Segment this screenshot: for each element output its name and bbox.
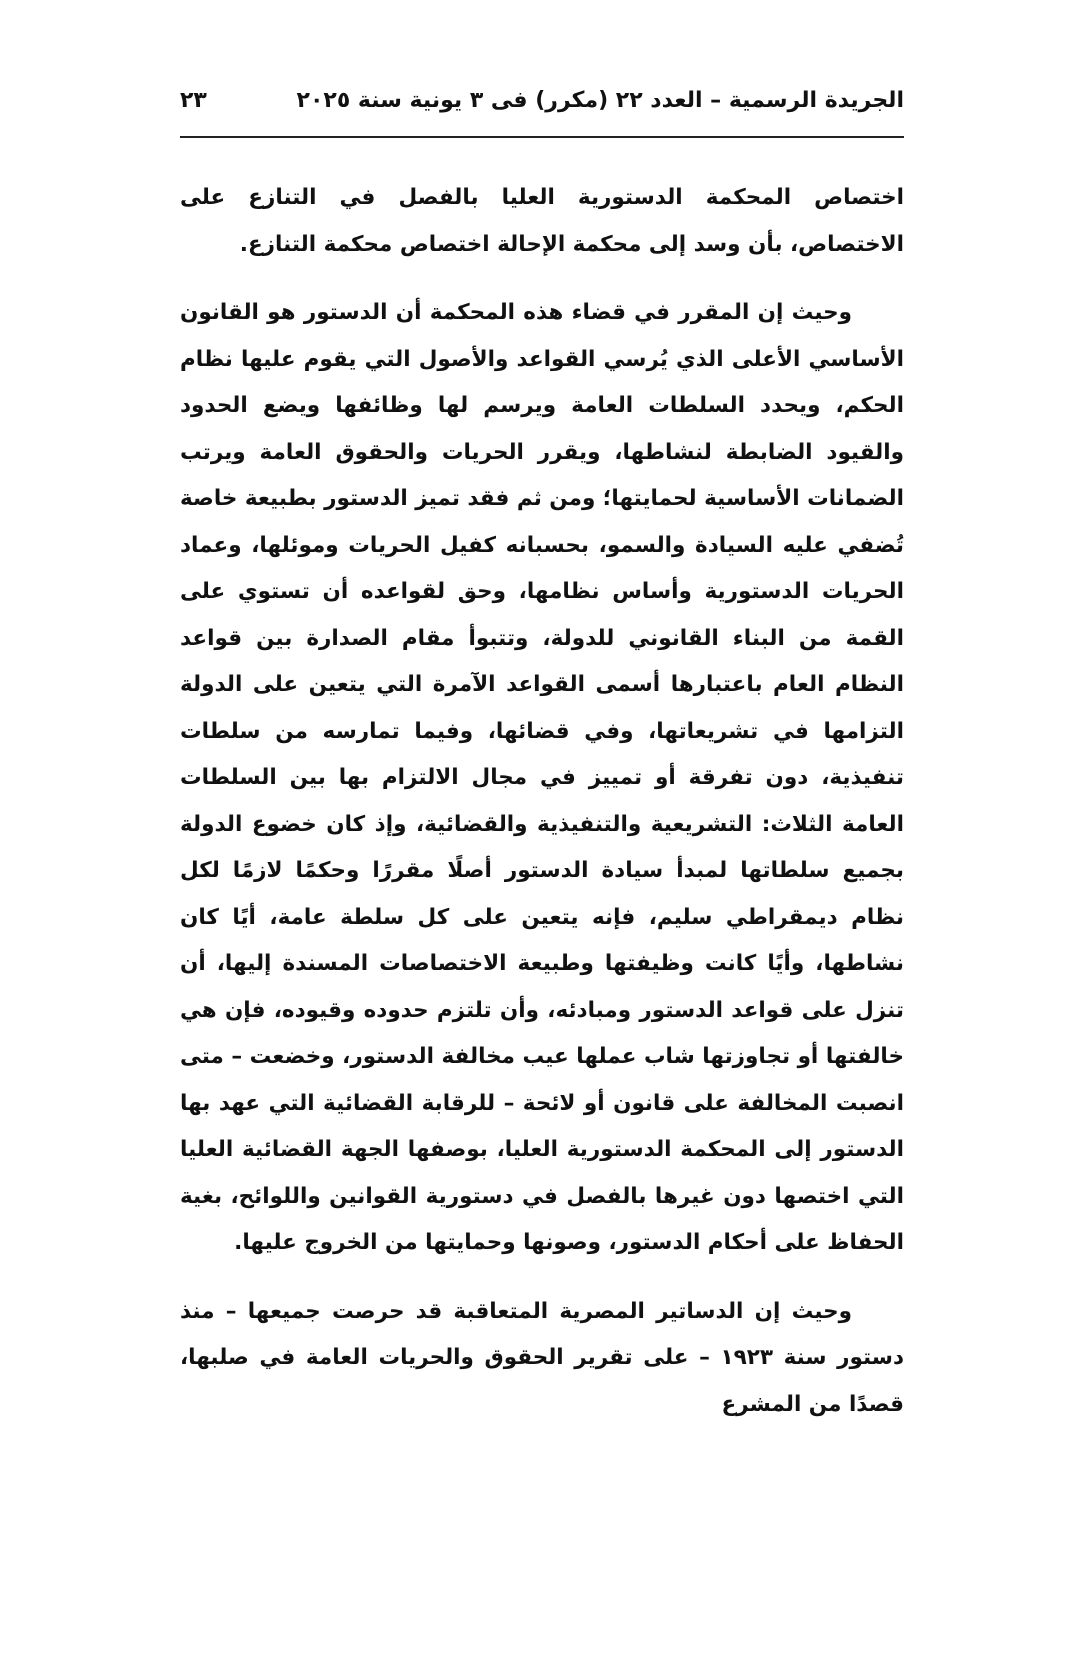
body-text xyxy=(180,175,904,1450)
page-number: ٢٣ xyxy=(180,88,207,113)
paragraph-egyptian-constitutions: وحيث إن الدساتير المصرية المتعاقبة قد حرصت جميعها – منذ دستور سنة ١٩٢٣ – على تقرير الحقوق والحريات العامة في صلبها، قصدًا من المشرع xyxy=(180,1298,904,1417)
paragraph-continuation: اختصاص المحكمة الدستورية العليا بالفصل في التنازع على الاختصاص، بأن وسد إلى محكمة الإحالة اختصاص محكمة التنازع. xyxy=(180,185,904,257)
header-divider xyxy=(180,136,904,138)
header-title: الجريدة الرسمية – العدد ٢٢ (مكرر) فى ٣ يونية سنة ٢٠٢٥ xyxy=(296,88,904,113)
page-header xyxy=(180,88,904,128)
paragraph-constitution-supremacy: وحيث إن المقرر في قضاء هذه المحكمة أن الدستور هو القانون الأساسي الأعلى الذي يُرسي القواعد والأصول التي يقوم عليها نظام الحكم، ويحدد السلطات العامة ويرسم لها وظائفها ويضع الحدود والقيود الضابطة لنشاطها، ويقرر الحريات والحقوق العامة ويرتب الضمانات الأساسية لحمايتها؛ ومن ثم فقد تميز الدستور بطبيعة خاصة تُضفي عليه السيادة والسمو، بحسبانه كفيل الحريات وموئلها، وعماد الحريات الدستورية وأساس نظامها، وحق لقواعده أن تستوي على القمة من البناء القانوني للدولة، وتتبوأ مقام الصدارة بين قواعد النظام العام باعتبارها أسمى القواعد الآمرة التي يتعين على الدولة التزامها في تشريعاتها، وفي قضائها، وفيما تمارسه من سلطات تنفيذية، دون تفرقة أو تمييز في مجال الالتزام بها بين السلطات العامة الثلاث: التشريعية والتنفيذية والقضائية، وإذ كان خضوع الدولة بجميع سلطاتها لمبدأ سيادة الدستور أصلًا مقررًا وحكمًا لازمًا لكل نظام ديمقراطي سليم، فإنه يتعين على كل سلطة عامة، أيًا كان نشاطها، وأيًا كانت وظيفتها وطبيعة الاختصاصات المسندة إليها، أن تنزل على قواعد الدستور ومبادئه، وأن تلتزم حدوده وقيوده، فإن هي خالفتها أو تجاوزتها شاب عملها عيب مخالفة الدستور، وخضعت – متى انصبت المخالفة على قانون أو لائحة – للرقابة القضائية التي عهد بها الدستور إلى المحكمة الدستورية العليا، بوصفها الجهة القضائية العليا التي اختصها دون غيرها بالفصل في دستورية القوانين واللوائح، بغية الحفاظ على أحكام الدستور، وصونها وحمايتها من الخروج عليها. xyxy=(180,300,904,1255)
